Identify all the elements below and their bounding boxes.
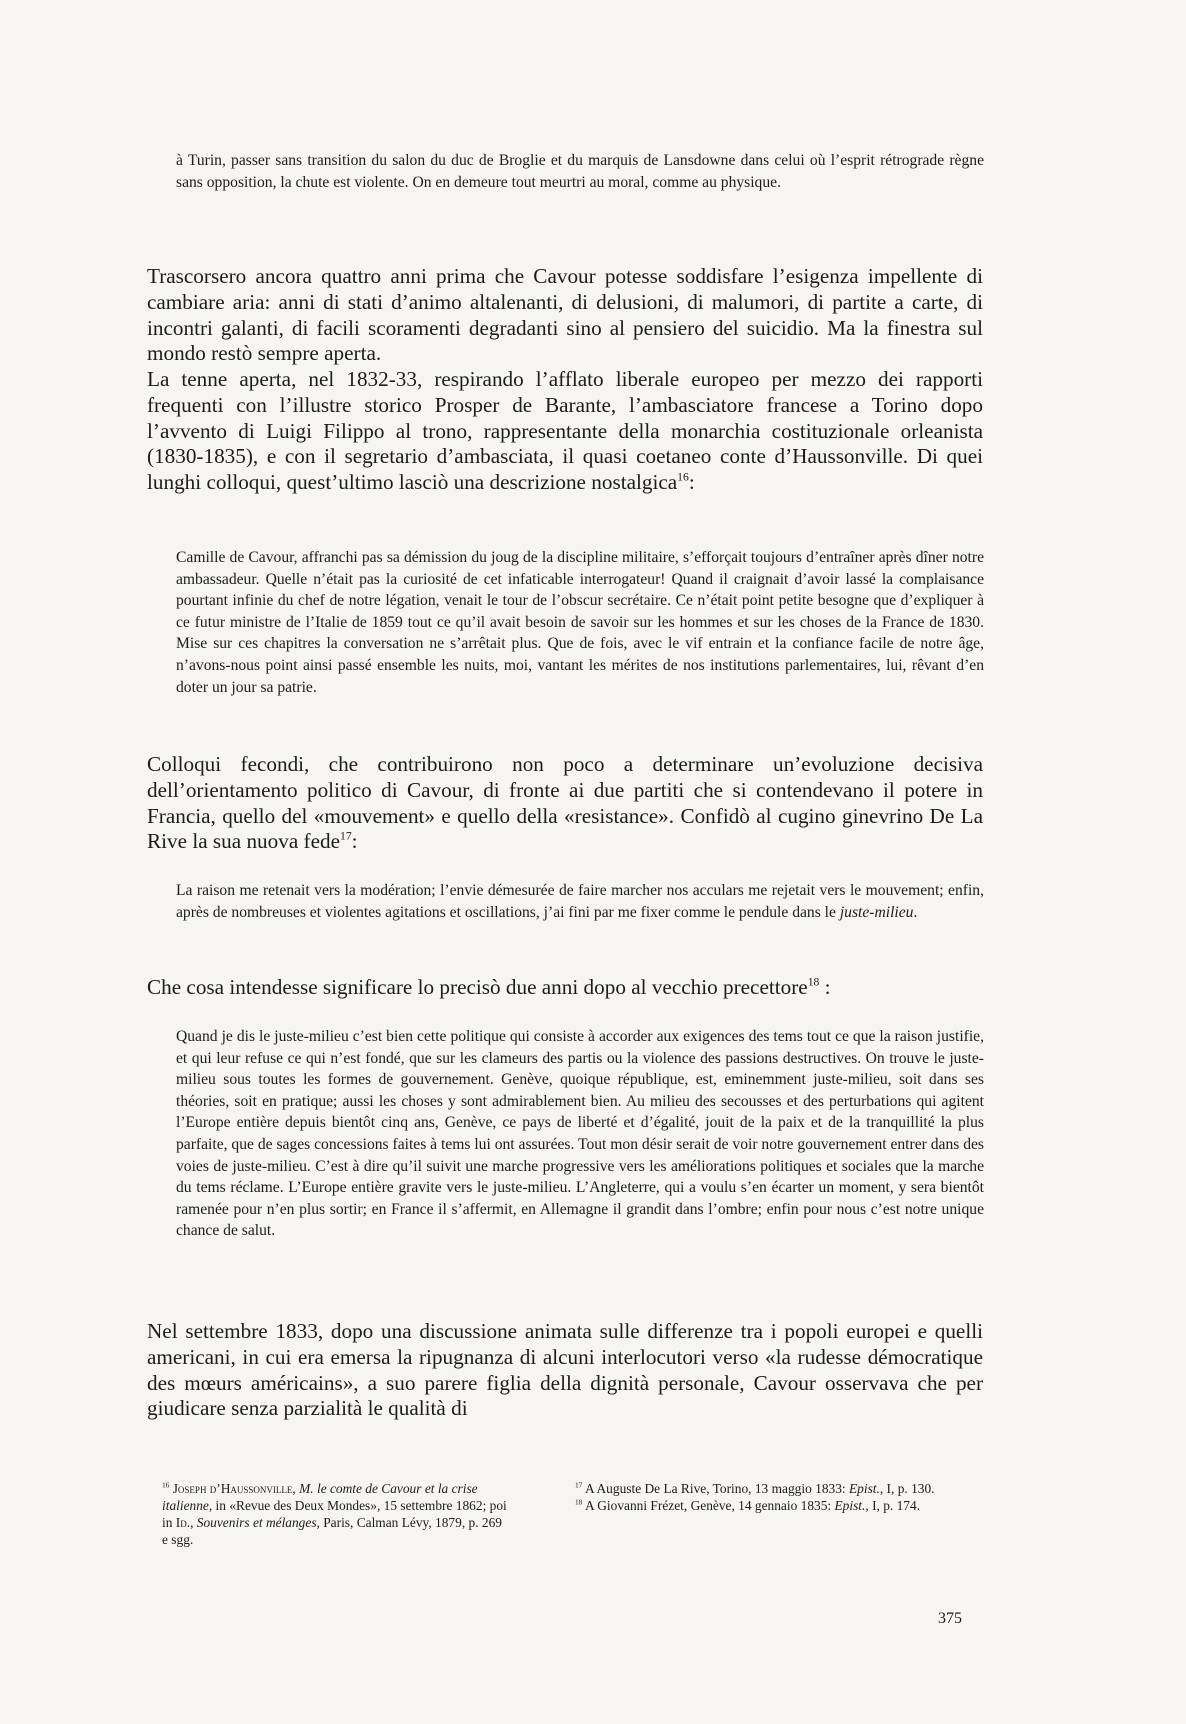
footnote-number: 18 xyxy=(575,1497,583,1507)
footnote-author: Joseph d’Haussonville xyxy=(172,1481,293,1496)
paragraph-trascorsero xyxy=(147,264,983,367)
quote-italic-term: juste-milieu xyxy=(839,903,914,921)
footnote-text: , xyxy=(190,1515,197,1530)
footnote-ibid: Id. xyxy=(175,1515,191,1530)
punctuation: : xyxy=(351,829,358,854)
footnote-text: A Auguste De La Rive, Torino, 13 maggio 1833: xyxy=(584,1481,849,1496)
footnote-ref-18[interactable]: 18 xyxy=(807,975,820,989)
footnote-18 xyxy=(575,1497,985,1514)
paragraph-text: Che cosa intendesse significare lo precisò due anni dopo al vecchio precettore xyxy=(147,975,808,999)
footnote-ref-16[interactable]: 16 xyxy=(677,470,689,484)
footnote-17 xyxy=(575,1480,985,1497)
footnote-text: , I, p. 130. xyxy=(879,1481,935,1496)
punctuation: : xyxy=(819,975,831,999)
paragraph-text: Nel settembre 1833, dopo una discussione animata sulle differenze tra i popoli europei e quelli americani, in cui era emersa la ripugnanza di alcuni interlocutori verso «la rudesse démocratique des mœurs américains», a suo parere figlia della dignità personale, Cavour osservava che per giudicare senza parzialità le qualità di xyxy=(147,1319,983,1421)
footnote-ref-17[interactable]: 17 xyxy=(339,829,352,843)
quote-raison xyxy=(176,880,984,923)
footnote-text: , I, p. 174. xyxy=(865,1498,921,1513)
footnote-ref-abbrev: Epist. xyxy=(848,1481,880,1496)
quote-text: Camille de Cavour, affranchi pas sa démission du joug de la discipline militaire, s’efforçait toujours d’entraîner après dîner notre ambassadeur. Quelle n’était pas la curiosité de cet infaticable interrogateur! Quand il craignait d’avoir lassé la complaisance pourtant infinie du chef de notre légation, venait le tour de l’obscur secrétaire. Ce n’était point petite besogne que d’expliquer à ce futur ministre de l’Italie de 1859 tout ce qu’il avait besoin de savoir sur les hommes et sur les choses de la France de 1830. Mise sur ces chapitres la conversation ne s’arrêtait plus. Que de fois, avec le vif entrain et la confiance facile de notre âge, n’avons-nous point ainsi passé ensemble les nuits, moi, vantant les mérites de nos institutions parlementaires, lui, rêvant d’en doter un jour sa patrie. xyxy=(176,549,984,696)
page-number: 375 xyxy=(938,1610,962,1627)
punctuation: : xyxy=(688,470,695,495)
paragraph-che-cosa xyxy=(147,975,983,1001)
paragraph-settembre xyxy=(147,1319,983,1422)
footnote-text: , Paris, Calman Lévy, 1879, p. 269 e sgg. xyxy=(162,1515,502,1547)
quote-text: La raison me retenait vers la modération; l’envie démesurée de faire marcher nos acculars me rejetait vers le mouvement; enfin, après de nombreuses et violentes agitations et oscillations, j’ai fini par me fixer comme le pendule dans le xyxy=(176,882,984,921)
quote-juste-milieu xyxy=(176,1026,984,1242)
footnote-text: , xyxy=(292,1481,300,1496)
footnote-text: , in «Revue des Deux Mondes», 15 settembre 1862; poi in xyxy=(162,1498,507,1530)
footnote-number: 17 xyxy=(575,1480,583,1490)
paragraph-tenne-aperta xyxy=(147,367,983,496)
paragraph-text: La tenne aperta, nel 1832-33, respirando l’afflato liberale europeo per mezzo dei rapporti frequenti con l’illustre storico Prosper de Barante, l’ambasciatore francese a Torino dopo l’avvento di Luigi Filippo al trono, rappresentante della monarchia costituzionale orleanista (1830-1835), e con il segretario d’ambasciata, il quasi coetaneo conte d’Haussonville. Di quei lunghi colloqui, quest’ultimo lasciò una descrizione nostalgica xyxy=(147,367,983,495)
punctuation: . xyxy=(913,903,918,921)
footnote-title: M. le comte de Cavour et la crise italienne xyxy=(162,1481,478,1513)
footnotes-right-column xyxy=(575,1480,985,1514)
paragraph-colloqui xyxy=(147,752,983,855)
footnote-ref-abbrev: Epist. xyxy=(834,1498,866,1513)
footnote-title-2: Souvenirs et mélanges xyxy=(196,1515,317,1530)
footnote-number: 16 xyxy=(162,1480,170,1490)
footnote-16 xyxy=(162,1480,508,1548)
quote-continuation-text: à Turin, passer sans transition du salon du duc de Broglie et du marquis de Lansdowne dans celui où l’esprit rétrograde règne sans opposition, la chute est violente. On en demeure tout meurtri au moral, comme au physique. xyxy=(176,152,984,191)
paragraph-text: Colloqui fecondi, che contribuirono non poco a determinare un’evoluzione decisiva dell’orientamento politico di Cavour, di fronte ai due partiti che si contendevano il potere in Francia, quello del «mouvement» e quello della «resistance». Confidò al cugino ginevrino De La Rive la sua nuova fede xyxy=(147,752,983,854)
paragraph-text: Trascorsero ancora quattro anni prima che Cavour potesse soddisfare l’esigenza impellente di cambiare aria: anni di stati d’animo altalenanti, di delusioni, di malumori, di partite a carte, di incontri galanti, di facili scoramenti degradanti sino al pensiero del suicidio. Ma la finestra sul mondo restò sempre aperta. xyxy=(147,264,983,366)
quote-haussonville xyxy=(176,547,984,698)
quote-continuation xyxy=(176,150,984,193)
quote-text: Quand je dis le juste-milieu c’est bien cette politique qui consiste à accorder aux exigences des tems tout ce que la raison justifie, et qui leur refuse ce qui n’est fondé, que sur les clameurs des partis ou la violence des passions destructives. On trouve le juste-milieu sous toutes les formes de gouvernement. Genève, quoique république, est, eminemment juste-milieu, soit dans ses théories, soit en pratique; aussi les choses y sont admirablement bien. Au milieu des secousses et des perturbations qui agitent l’Europe entière depuis bientôt cinq ans, Genève, ce pays de liberté et d’égalité, jouit de la paix et de la tranquillité la plus parfaite, que de sages concessions faites à tems lui ont assurées. Tout mon désir serait de voir notre gouvernement entrer dans des voies de juste-milieu. C’est à dire qu’il suivit une marche progressive vers les améliorations politiques et sociales que la marche du tems réclame. L’Europe entière gravite vers le juste-milieu. L’Angleterre, qui a voulu s’en écarter un moment, y sera bientôt ramenée pour n’en plus sortir; en France il s’affermit, en Allemagne il grandit dans l’ombre; enfin pour nous c’est notre unique chance de salut. xyxy=(176,1028,984,1240)
footnote-text: A Giovanni Frézet, Genève, 14 gennaio 1835: xyxy=(584,1498,835,1513)
